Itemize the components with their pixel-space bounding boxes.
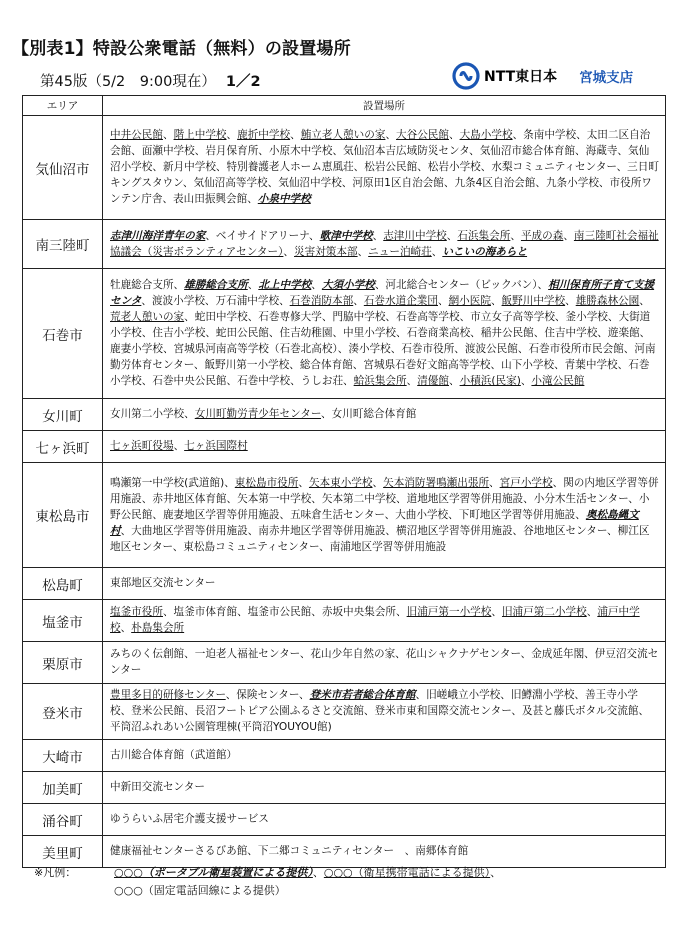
table-row <box>23 463 666 568</box>
table-row <box>23 804 666 836</box>
place-name: いこいの海あらと <box>442 245 528 258</box>
place-text: 、 <box>353 295 364 307</box>
place-name: 宮戸小学校 <box>499 476 553 489</box>
place-name: 北上中学校 <box>258 279 312 291</box>
place-name: 歌津中学校 <box>319 229 373 242</box>
area-cell: 女川町 <box>23 399 103 431</box>
places-cell <box>103 642 666 684</box>
place-text: 、 <box>437 295 449 307</box>
place-text: 、 <box>520 375 532 387</box>
place-name: 大谷公民館 <box>396 129 449 141</box>
place-text: 、 <box>311 279 322 291</box>
place-text: 、蛇田中学校、石巻専修大学、門脇中学校、石巻高等学校、市立女子高等学校、釜小学校、大街道小学校、住吉小学校、蛇田公民館、住吉幼稚園、中里小学校、石巻商業高校、稲井公民館、住吉中学校、遊楽館、鹿妻小学校、宮城県河南高等学校（石巻北高校）、湊小学校、石巻市役所、渡波公民館、石巻市役所市民会館、河南勤労体育センター、飯野川第一小学校、総合体育館、宮城県石巻好文館高等学校、山下小学校、青葉中学校、石巻小学校、石巻中央公民館、石巻中学校、うしお荘、 <box>110 311 656 387</box>
ntt-logo-icon <box>452 62 480 90</box>
place-text: 健康福祉センターさるびあ館、下二郷コミュニティセンター 、南郷体育館 <box>110 845 469 857</box>
place-name: 大島小学校 <box>459 129 513 141</box>
places-cell <box>103 804 666 836</box>
place-text: 、 <box>162 129 174 141</box>
place-text: 、 <box>173 440 185 452</box>
table-row <box>23 116 666 220</box>
place-name: 雄勝森林公園 <box>575 295 640 307</box>
place-name: 浦戸中学校 <box>110 606 640 634</box>
header-places: 設置場所 <box>103 96 666 116</box>
place-text: 、 <box>431 245 443 258</box>
place-text: 、 <box>298 476 309 489</box>
edition-line <box>40 70 261 91</box>
place-text: 、 <box>283 245 295 258</box>
area-cell: 加美町 <box>23 772 103 804</box>
place-text: 女川第二小学校、 <box>110 408 195 420</box>
place-name: 志津川中学校 <box>383 229 447 242</box>
places-cell <box>103 568 666 600</box>
edition-label: 第45版（5/2 9:00現在） <box>40 74 216 90</box>
place-name: 相川保育所子育て支援センタ <box>110 279 655 307</box>
places-cell <box>103 836 666 868</box>
places-cell <box>103 116 666 220</box>
place-text: 、塩釜市体育館、塩釜市公民館、赤坂中央集会所、 <box>162 606 407 618</box>
place-text: 、 <box>247 279 259 291</box>
page-number: 1／2 <box>225 74 261 90</box>
place-text: 、 <box>446 229 458 242</box>
area-cell: 登米市 <box>23 684 103 740</box>
area-cell: 松島町 <box>23 568 103 600</box>
place-text: 、 <box>489 476 500 489</box>
place-text: ゆうらいふ居宅介護支援サービス <box>110 813 269 825</box>
places-cell <box>103 684 666 740</box>
place-text: 鳴瀬第一中学校(武道館)、 <box>110 476 235 489</box>
legend-separator-1: 、 <box>312 866 324 879</box>
table-row <box>23 431 666 463</box>
place-text: 、大曲地区学習等併用施設、南赤井地区学習等併用施設、横沼地区学習等併用施設、谷地地区センター、柳江区地区センター、東松島コミュニティセンター、南浦地区学習等併用施設 <box>110 524 650 553</box>
ntt-logo <box>452 62 633 90</box>
branch-name: 宮城支店 <box>579 70 634 86</box>
place-name: 清優館 <box>417 375 449 387</box>
place-text: 牡鹿総合支所、 <box>110 279 185 291</box>
place-text: 、 <box>449 375 460 387</box>
place-text: 、 <box>586 606 598 618</box>
legend <box>34 864 501 900</box>
place-text: 古川総合体育館（武道館） <box>110 749 238 761</box>
place-text: 、女川町総合体育館 <box>321 408 417 420</box>
place-name: 東松島市役所 <box>234 476 299 489</box>
place-name: 石巻消防本部 <box>289 295 354 307</box>
page-title: 【別表1】特設公衆電話（無料）の設置場所 <box>12 39 351 59</box>
area-cell: 美里町 <box>23 836 103 868</box>
place-name: 志津川海洋青年の家 <box>110 229 206 242</box>
place-name: 旧浦戸第一小学校 <box>406 606 492 618</box>
table-row <box>23 740 666 772</box>
place-name: 鮪立老人憩いの家 <box>300 129 386 141</box>
places-cell <box>103 399 666 431</box>
area-cell: 七ヶ浜町 <box>23 431 103 463</box>
area-cell: 塩釜市 <box>23 600 103 642</box>
area-cell: 石巻市 <box>23 269 103 399</box>
place-text: 、 <box>226 129 238 141</box>
place-text: 、 <box>491 606 502 618</box>
place-text: 、 <box>639 295 650 307</box>
area-cell: 栗原市 <box>23 642 103 684</box>
places-cell <box>103 431 666 463</box>
place-name: ニュー泊崎荘 <box>368 245 432 258</box>
table-row <box>23 220 666 269</box>
place-name: 女川町勤労青少年センター <box>194 408 322 420</box>
area-cell: 気仙沼市 <box>23 116 103 220</box>
place-name: 飯野川中学校 <box>501 295 566 307</box>
place-text: 、河北総合センター（ビックバン）、 <box>374 279 549 291</box>
place-name: 雄勝総合支所 <box>184 279 248 291</box>
place-text: 、 <box>120 622 132 634</box>
installation-table <box>22 95 666 868</box>
area-cell: 大崎市 <box>23 740 103 772</box>
place-text: 、 <box>372 229 384 242</box>
table-header-row <box>23 96 666 116</box>
place-name: 矢本東小学校 <box>308 476 373 489</box>
place-text: 中新田交流センター <box>110 781 205 793</box>
table-body <box>23 116 666 868</box>
place-name: 七ヶ浜国際村 <box>184 440 248 452</box>
place-name: 塩釜市役所 <box>110 606 163 618</box>
place-name: 小積浜(民家) <box>459 375 521 387</box>
table-row <box>23 642 666 684</box>
places-cell <box>103 772 666 804</box>
place-text: 、 <box>510 229 521 242</box>
places-cell <box>103 269 666 399</box>
legend-line-2 <box>34 882 501 900</box>
place-name: 旧浦戸第二小学校 <box>501 606 587 618</box>
legend-line-1 <box>34 864 501 882</box>
place-name: 大須小学校 <box>321 279 375 291</box>
place-name: 豊里多目的研修センター <box>110 689 226 701</box>
places-cell <box>103 740 666 772</box>
places-cell <box>103 600 666 642</box>
places-cell <box>103 220 666 269</box>
legend-separator-2: 、 <box>490 866 502 879</box>
place-text: みちのく伝創館、一迫老人福祉センター、花山少年自然の家、花山シャクナゲセンター、金成延年閣、伊豆沼交流センター <box>110 648 659 676</box>
place-text: 、 <box>449 129 460 141</box>
place-name: 朴島集会所 <box>131 622 185 634</box>
legend-fixed-line: ○○○（固定電話回線による提供） <box>114 884 286 897</box>
place-name: 七ヶ浜町役場 <box>110 440 174 452</box>
place-name: 小泉中学校 <box>257 193 311 205</box>
place-name: 中井公民館 <box>110 129 163 141</box>
table-row <box>23 269 666 399</box>
table-row <box>23 568 666 600</box>
place-text: 、 <box>563 229 574 242</box>
area-cell: 涌谷町 <box>23 804 103 836</box>
place-name: 蛤浜集会所 <box>353 375 407 387</box>
place-text: 、渡波小学校、万石浦中学校、 <box>141 295 290 307</box>
place-name: 南三陸町社会福祉協議会（災害ボランティアセンター） <box>110 229 659 258</box>
place-name: 荒老人憩いの家 <box>110 311 185 323</box>
place-text: 、 <box>406 375 418 387</box>
place-text: 、ベイサイドアリーナ、 <box>205 229 320 242</box>
place-text: 、保険センター、 <box>225 689 310 701</box>
legend-satellite-phone: ○○○（衛星携帯電話による提供） <box>323 866 491 879</box>
place-name: 鹿折中学校 <box>237 129 291 141</box>
place-text: 、 <box>490 295 502 307</box>
place-text: 、条南中学校、太田二区自治会館、面瀬中学校、岩月保育所、小原木中学校、気仙沼本吉広域防災センタ、気仙沼市総合体育館、海蔵寺、気仙沼小学校、新月中学校、特別養護老人ホーム恵風荘、松岩公民館、松岩小学校、水梨コミュニティセンター、三日町キングスタウン、気仙沼高等学校、気仙沼中学校、河原田1区自治会館、九条4区自治会館、九条小学校、市役所ワンテン庁舎、表山田振興会館、 <box>110 129 659 205</box>
table-row <box>23 399 666 431</box>
legend-label: ※凡例： <box>34 866 77 879</box>
area-cell: 南三陸町 <box>23 220 103 269</box>
place-text: 、 <box>565 295 576 307</box>
place-name: 階上中学校 <box>173 129 227 141</box>
place-name: 石巻水道企業団 <box>363 295 438 307</box>
place-name: 小滝公民館 <box>531 375 585 387</box>
place-name: 網小医院 <box>448 295 491 307</box>
place-text: 、 <box>385 129 397 141</box>
place-text: 、 <box>290 129 301 141</box>
table-row <box>23 600 666 642</box>
ntt-logo-text: NTT東日本 <box>484 69 558 85</box>
legend-portable-satellite: ○○○（ポータブル衛星装置による提供） <box>114 866 313 879</box>
place-text: 、関の内地区学習等併用施設、赤井地区体育館、矢本第一中学校、矢本第二中学校、道地地区学習等併用施設、小分木生活センター、小野公民館、鹿妻地区学習等併用施設、五味倉生活センター、大曲小学校、下町地区学習等併用施設、 <box>110 476 659 521</box>
area-cell: 東松島市 <box>23 463 103 568</box>
place-name: 平成の森 <box>520 229 564 242</box>
place-text: 東部地区交流センター <box>110 577 216 589</box>
place-text: 、 <box>372 476 384 489</box>
table-row <box>23 684 666 740</box>
place-name: 石浜集会所 <box>457 229 511 242</box>
table-row <box>23 772 666 804</box>
places-cell <box>103 463 666 568</box>
header-area: エリア <box>23 96 103 116</box>
place-text: 、旧嵯峨立小学校、旧鱒淵小学校、善王寺小学校、登米公民館、長沼フートピア公園ふるさと交流館、登米市東和国際交流センター、及甚と藤氏ボタル交流館、平筒沼ふれあい公園管理棟(平筒沼YOUYOU館) <box>110 689 650 733</box>
place-name: 奥松島縄文村 <box>110 508 639 537</box>
place-name: 矢本消防署鳴瀬出張所 <box>383 476 490 489</box>
place-text: 、 <box>357 245 369 258</box>
place-name: 登米市若者総合体育館 <box>309 689 416 701</box>
place-name: 災害対策本部 <box>294 245 358 258</box>
table-row <box>23 836 666 868</box>
